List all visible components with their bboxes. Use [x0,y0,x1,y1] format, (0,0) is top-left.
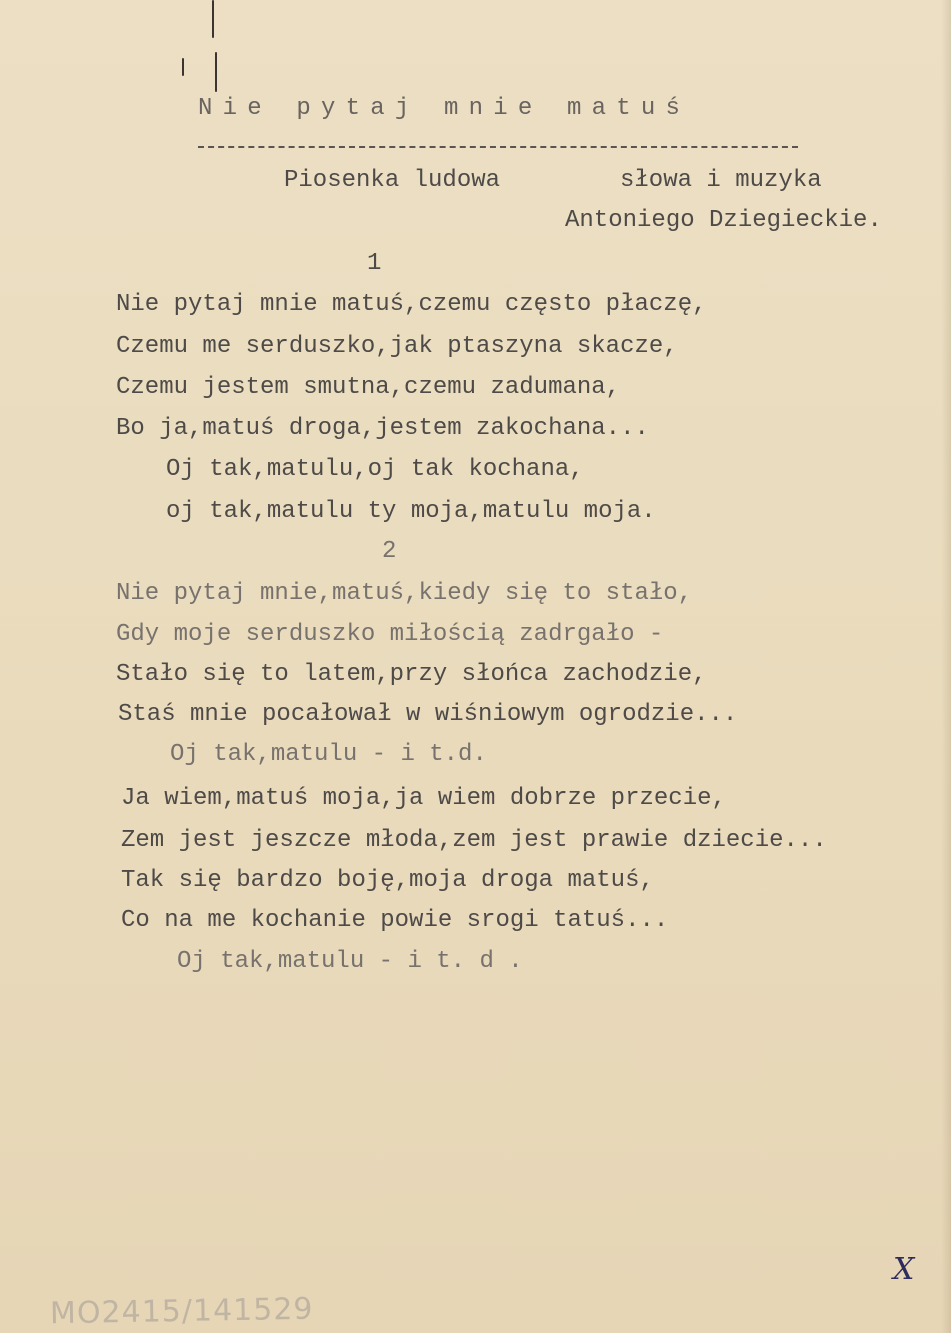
verse-line: Stało się to latem,przy słońca zachodzie, [116,661,707,688]
refrain-line: Oj tak,matulu - i t. d . [177,948,523,975]
ink-scratch-mark [182,58,184,76]
subtitle-credit-line-1: słowa i muzyka [620,167,822,194]
handwritten-check-mark: X [893,1252,915,1287]
page-edge-shadow [941,0,951,1333]
stanza-number: 1 [367,250,382,277]
verse-line: Nie pytaj mnie matuś,czemu często płaczę, [116,291,707,318]
archive-stamp: MO2415/141529 [49,1291,314,1332]
subtitle-credit-line-2: Antoniego Dziegieckie. [565,207,882,234]
verse-line: Gdy moje serduszko miłością zadrgało - [116,621,664,648]
stanza-number: 2 [382,538,397,565]
verse-line: Nie pytaj mnie,matuś,kiedy się to stało, [116,580,693,607]
ink-scratch-mark [215,52,217,92]
verse-line: Czemu jestem smutna,czemu zadumana, [116,374,621,401]
title-underline [198,146,798,148]
verse-line: Czemu me serduszko,jak ptaszyna skacze, [116,333,678,360]
verse-line: Tak się bardzo boję,moja droga matuś, [121,867,654,894]
refrain-line: oj tak,matulu ty moja,matulu moja. [166,498,656,525]
verse-line: Bo ja,matuś droga,jestem zakochana... [116,415,649,442]
subtitle-genre: Piosenka ludowa [284,167,501,194]
verse-line: Ja wiem,matuś moja,ja wiem dobrze przecie, [121,785,726,812]
refrain-line: Oj tak,matulu,oj tak kochana, [166,456,584,483]
verse-line: Staś mnie pocałował w wiśniowym ogrodzie... [118,701,738,728]
song-title: Nie pytaj mnie matuś [198,95,691,122]
refrain-line: Oj tak,matulu - i t.d. [170,741,487,768]
verse-line: Co na me kochanie powie srogi tatuś... [121,907,669,934]
verse-line: Zem jest jeszcze młoda,zem jest prawie dziecie... [121,827,827,854]
ink-scratch-mark [212,0,214,38]
